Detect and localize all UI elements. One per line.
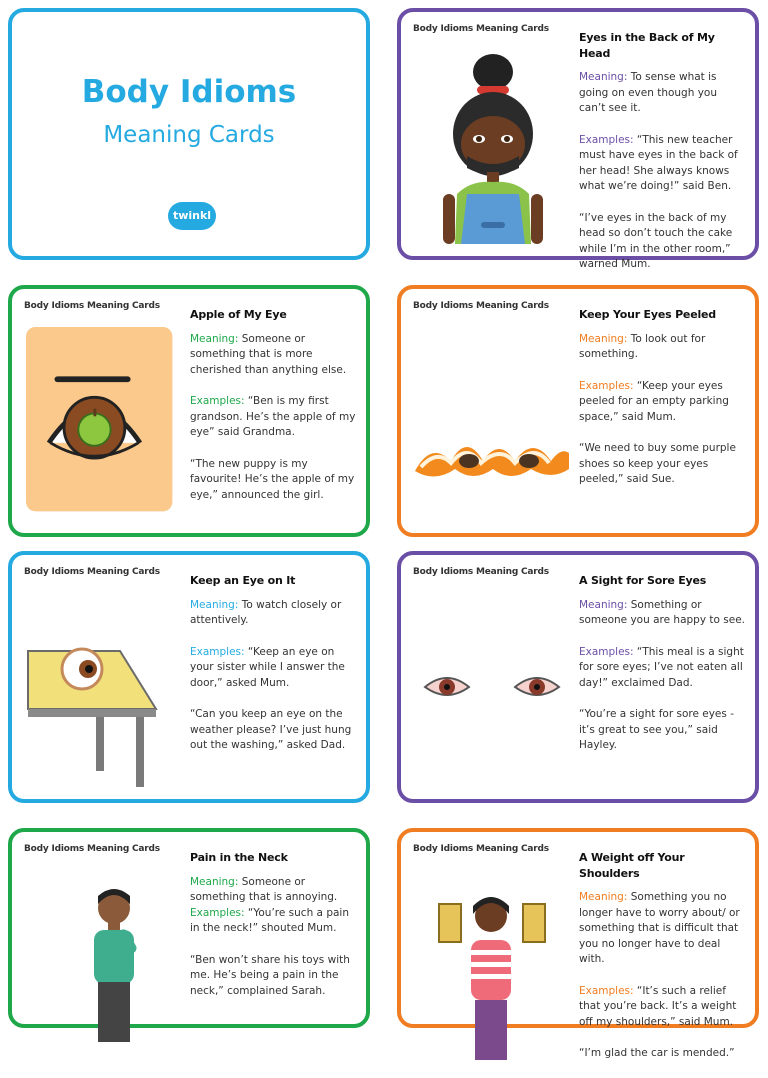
meaning-label: Meaning: xyxy=(579,332,628,345)
meaning-text: Something or someone you are happy to see. xyxy=(579,598,745,626)
card-title: Apple of My Eye xyxy=(190,308,287,321)
example-text: “It’s such a relief that you’re back. It’s a weight off my shoulders,” said Mum. xyxy=(579,984,737,1028)
example-text: “I’m glad the car is mended.” xyxy=(579,1047,735,1059)
series-tag: Body Idioms Meaning Cards xyxy=(413,567,549,577)
cover-card[interactable] xyxy=(8,8,370,260)
meaning-text: To watch closely or attentively. xyxy=(190,598,342,626)
meaning-label: Meaning: xyxy=(579,71,628,83)
meaning-label: Meaning: xyxy=(190,332,239,345)
example-text: “Keep your eyes peeled for an empty parking space,” said Mum. xyxy=(579,379,729,423)
meaning-text: Something you no longer have to worry about/ or something that is difficult that you no longer have to deal with. xyxy=(579,891,740,965)
card-text xyxy=(579,850,745,1078)
card-title: A Sight for Sore Eyes xyxy=(579,574,707,587)
card-text xyxy=(579,30,745,289)
apple-in-eye-icon xyxy=(26,325,180,519)
girl-back-of-head-icon xyxy=(411,44,573,244)
card-title: Pain in the Neck xyxy=(190,851,288,864)
example-text: “Ben is my first grandson. He’s the apple of my eye” said Grandma. xyxy=(190,395,356,438)
example-text: “I’ve eyes in the back of my head so don’t touch the cake while I’m in the other room,” warned Mum. xyxy=(579,211,733,270)
example-text: “We need to buy some purple shoes so keep your eyes peeled,” said Sue. xyxy=(579,442,736,485)
card-title: Keep an Eye on It xyxy=(190,574,296,587)
card-title: A Weight off Your Shoulders xyxy=(579,851,685,880)
meaning-text: To sense what is going on even though you can’t see it. xyxy=(579,71,718,114)
idiom-card-pain-in-neck[interactable] xyxy=(8,828,370,1028)
examples-label: Examples: xyxy=(190,906,245,919)
twinkl-logo: twinkl xyxy=(168,202,216,230)
example-text: “Ben won’t share his toys with me. He’s being a pain in the neck,” complained Sarah. xyxy=(190,953,350,997)
series-tag: Body Idioms Meaning Cards xyxy=(413,301,549,311)
sore-eyes-icon xyxy=(411,587,573,787)
card-text xyxy=(190,850,356,1015)
example-text: “This new teacher must have eyes in the back of her head! She always knows what we’re doing!” said Ben. xyxy=(579,133,738,192)
examples-label: Examples: xyxy=(579,645,634,658)
girl-with-weights-icon xyxy=(411,864,573,1064)
series-tag: Body Idioms Meaning Cards xyxy=(413,844,549,854)
examples-label: Examples: xyxy=(190,395,245,407)
examples-label: Examples: xyxy=(579,379,634,392)
series-tag: Body Idioms Meaning Cards xyxy=(24,301,160,311)
idiom-card-eye-on-it[interactable] xyxy=(8,551,370,803)
example-text: “The new puppy is my favourite! He’s the apple of my eye,” announced the girl. xyxy=(190,457,355,501)
idiom-card-eyes-back-of-head[interactable] xyxy=(397,8,759,270)
cover-title: Body Idioms xyxy=(81,74,297,110)
meaning-text: To look out for something. xyxy=(579,332,706,360)
meaning-label: Meaning: xyxy=(190,598,239,611)
examples-label: Examples: xyxy=(190,645,245,658)
example-text: “You’re such a pain in the neck!” shouted Mum. xyxy=(190,906,349,934)
card-text xyxy=(579,307,745,504)
orange-peel-icon xyxy=(411,321,573,521)
eye-on-table-icon xyxy=(22,587,184,787)
series-tag: Body Idioms Meaning Cards xyxy=(413,24,549,34)
card-text xyxy=(190,573,356,770)
idiom-card-weight-off-shoulders[interactable] xyxy=(397,828,759,1059)
meaning-text: Someone or something that is more cherished than anything else. xyxy=(190,332,347,376)
card-title: Keep Your Eyes Peeled xyxy=(579,308,716,321)
idiom-card-sore-eyes[interactable] xyxy=(397,551,759,803)
example-text: “Can you keep an eye on the weather please? I’ve just hung out the washing,” asked Dad. xyxy=(190,708,352,751)
examples-label: Examples: xyxy=(579,133,634,146)
boy-holding-neck-icon xyxy=(22,864,184,1064)
meaning-label: Meaning: xyxy=(579,891,628,903)
meaning-label: Meaning: xyxy=(579,598,628,611)
examples-label: Examples: xyxy=(579,984,634,997)
card-text xyxy=(579,573,745,770)
example-text: “Keep an eye on your sister while I answer the door,” asked Mum. xyxy=(190,645,345,689)
series-tag: Body Idioms Meaning Cards xyxy=(24,844,160,854)
meaning-label: Meaning: xyxy=(190,875,239,888)
idiom-card-eyes-peeled[interactable] xyxy=(397,285,759,537)
card-text xyxy=(190,307,356,519)
meaning-text: Someone or something that is annoying. xyxy=(190,875,338,903)
card-title: Eyes in the Back of My Head xyxy=(579,31,715,60)
series-tag: Body Idioms Meaning Cards xyxy=(24,567,160,577)
cover-subtitle: Meaning Cards xyxy=(103,122,275,148)
idiom-card-apple-of-my-eye[interactable] xyxy=(8,285,370,537)
example-text: “You’re a sight for sore eyes - it’s great to see you,” said Hayley. xyxy=(579,708,734,751)
example-text: “This meal is a sight for sore eyes; I’ve not eaten all day!” exclaimed Dad. xyxy=(579,645,744,689)
